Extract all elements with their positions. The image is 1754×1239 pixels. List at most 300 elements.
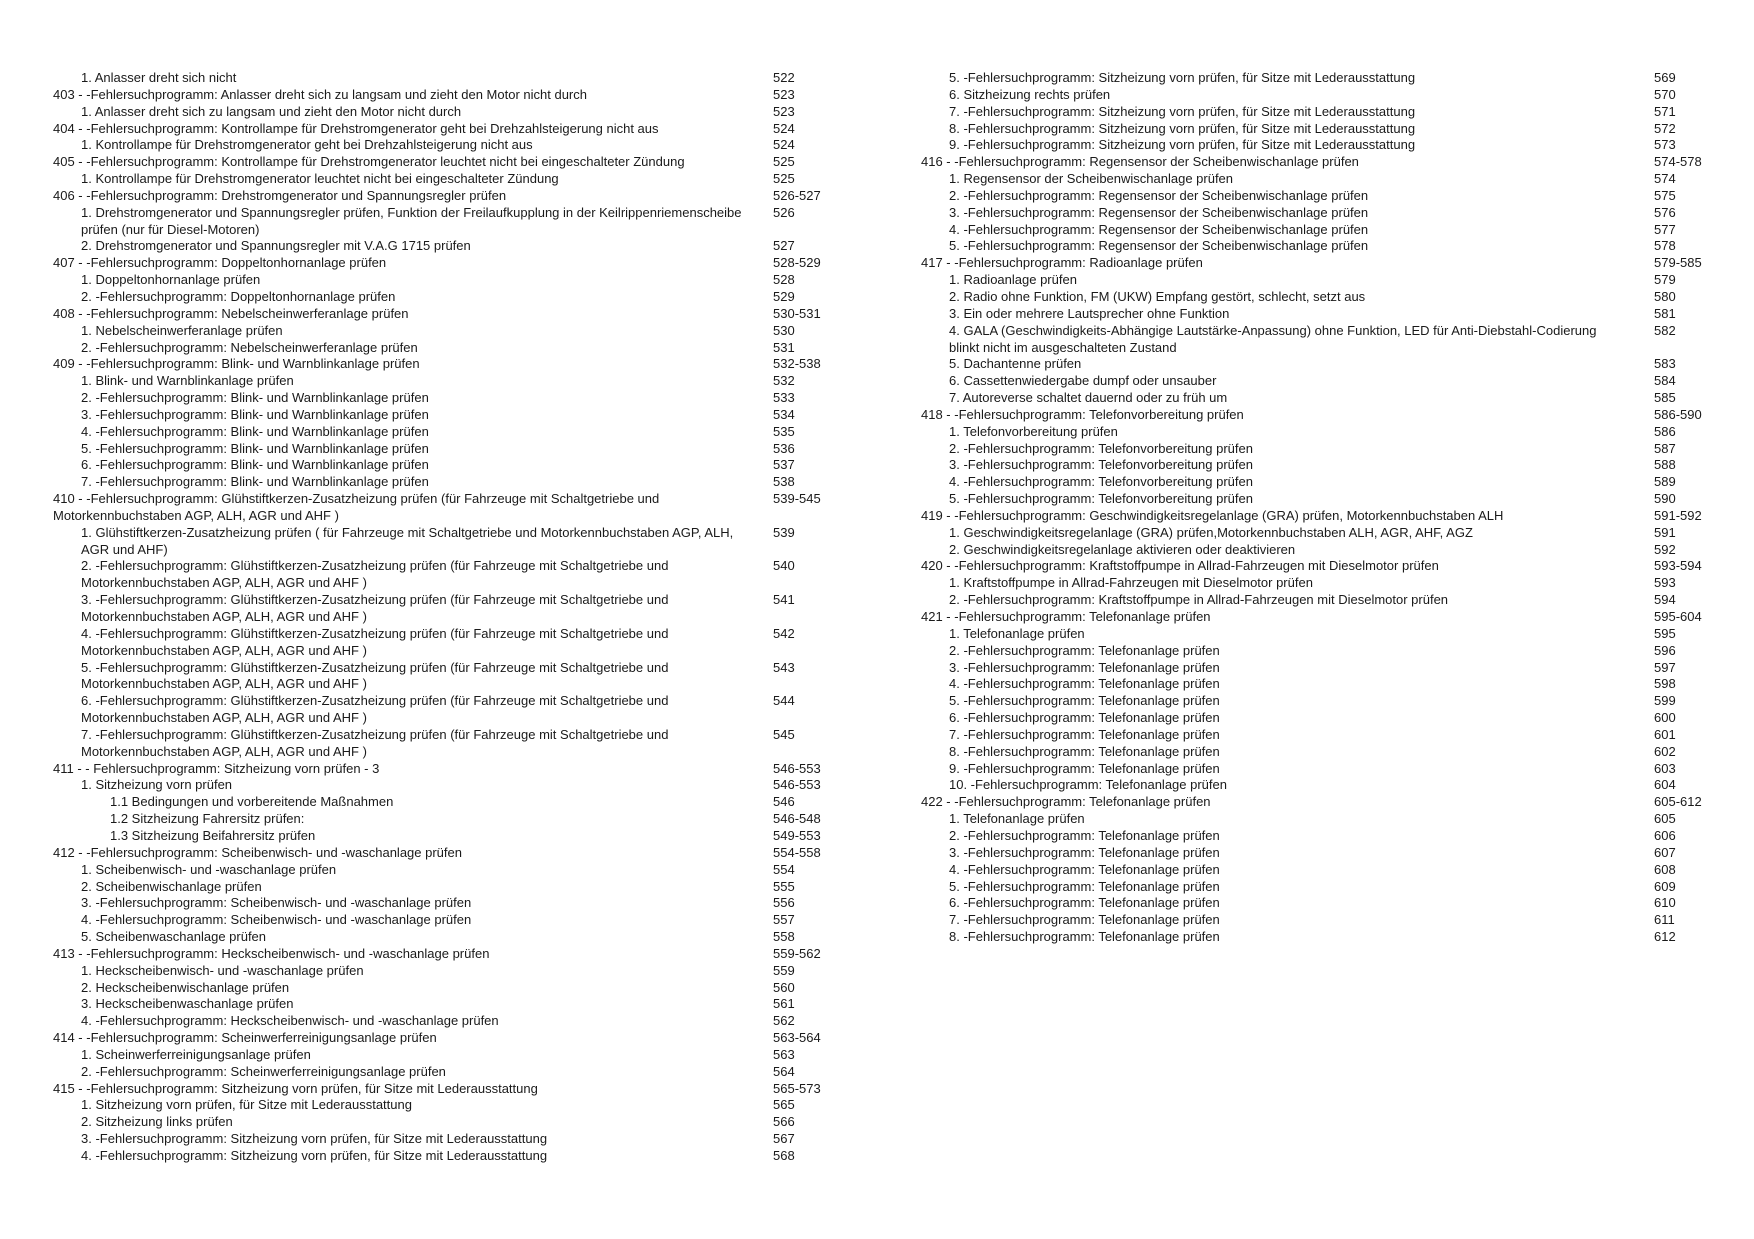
toc-entry-title: 1. Kraftstoffpumpe in Allrad-Fahrzeugen mit Dieselmotor prüfen: [949, 575, 1313, 591]
toc-page-number: 604: [1654, 777, 1676, 793]
toc-entry-title: 8. -Fehlersuchprogramm: Sitzheizung vorn prüfen, für Sitze mit Lederausstattung: [949, 120, 1416, 136]
toc-section-entry: [53, 390, 833, 407]
toc-page-number: 537: [773, 457, 795, 473]
toc-entry-title: 1. Scheinwerferreinigungsanlage prüfen: [81, 1046, 311, 1062]
toc-page-number: 603: [1654, 760, 1676, 776]
toc-section-entry: [921, 525, 1711, 542]
toc-page-number: 558: [773, 929, 795, 945]
toc-entry-title: 1. Doppeltonhornanlage prüfen: [81, 272, 261, 288]
toc-page-number: 584: [1654, 373, 1676, 389]
toc-page-number: 557: [773, 912, 795, 928]
toc-entry-title: 7. -Fehlersuchprogramm: Telefonanlage prüfen: [949, 726, 1220, 742]
toc-entry-title: 2. -Fehlersuchprogramm: Regensensor der Scheibenwischanlage prüfen: [949, 187, 1369, 203]
toc-entry-title: 6. Cassettenwiedergabe dumpf oder unsauber: [949, 373, 1217, 389]
toc-page-number: 590: [1654, 491, 1676, 507]
toc-entry-title: 5. Scheibenwaschanlage prüfen: [81, 929, 267, 945]
toc-subsection-entry: [53, 811, 833, 828]
toc-entry-title: 3. -Fehlersuchprogramm: Regensensor der Scheibenwischanlage prüfen: [949, 204, 1369, 220]
toc-page-number: 524: [773, 137, 795, 153]
toc-entry-title: 1. Sitzheizung vorn prüfen: [81, 777, 233, 793]
toc-section-entry: [921, 879, 1711, 896]
toc-chapter-entry: [53, 946, 833, 963]
toc-section-entry: [53, 289, 833, 306]
toc-section-entry: [53, 1013, 833, 1030]
toc-page-number: 532-538: [773, 356, 821, 372]
toc-page-number: 535: [773, 423, 795, 439]
toc-page-number: 606: [1654, 827, 1676, 843]
toc-entry-title: 3. -Fehlersuchprogramm: Telefonanlage prüfen: [949, 844, 1220, 860]
toc-chapter-entry: [53, 154, 833, 171]
toc-entry-title: 7. -Fehlersuchprogramm: Sitzheizung vorn prüfen, für Sitze mit Lederausstattung: [949, 103, 1416, 119]
toc-chapter-entry: [53, 188, 833, 205]
toc-page-number: 561: [773, 996, 795, 1012]
toc-entry-title: 3. Ein oder mehrere Lautsprecher ohne Funktion: [949, 305, 1230, 321]
toc-section-entry: [921, 306, 1711, 323]
toc-section-entry: [921, 491, 1711, 508]
toc-entry-title: 5. -Fehlersuchprogramm: Blink- und Warnblinkanlage prüfen: [81, 440, 429, 456]
toc-section-entry: [921, 205, 1711, 222]
toc-entry-title: 420 - -Fehlersuchprogramm: Kraftstoffpumpe in Allrad-Fahrzeugen mit Dieselmotor prüfen: [921, 558, 1439, 574]
toc-entry-title: 1. Radioanlage prüfen: [949, 272, 1077, 288]
toc-section-entry: [921, 592, 1711, 609]
toc-entry-title: 1. Telefonanlage prüfen: [949, 811, 1085, 827]
toc-page-number: 559-562: [773, 945, 821, 961]
toc-entry-title: 408 - -Fehlersuchprogramm: Nebelscheinwerferanlage prüfen: [53, 305, 409, 321]
toc-page-number: 580: [1654, 288, 1676, 304]
toc-page-number: 579-585: [1654, 255, 1702, 271]
toc-page-number: 609: [1654, 878, 1676, 894]
toc-entry-title: 1. Kontrollampe für Drehstromgenerator leuchtet nicht bei eingeschalteter Zündung: [81, 171, 559, 187]
toc-section-entry: [53, 1064, 833, 1081]
toc-entry-title: 1. Kontrollampe für Drehstromgenerator geht bei Drehzahlsteigerung nicht aus: [81, 137, 533, 153]
toc-chapter-entry: [53, 121, 833, 138]
toc-entry-title: 412 - -Fehlersuchprogramm: Scheibenwisch- und -waschanlage prüfen: [53, 844, 462, 860]
toc-entry-title: 1.1 Bedingungen und vorbereitende Maßnahmen: [110, 794, 394, 810]
toc-page-number: 531: [773, 339, 795, 355]
toc-section-entry: [921, 811, 1711, 828]
toc-entry-title: 4. -Fehlersuchprogramm: Scheibenwisch- und -waschanlage prüfen: [81, 912, 472, 928]
toc-chapter-entry: [921, 558, 1711, 575]
toc-entry-title: 414 - -Fehlersuchprogramm: Scheinwerferreinigungsanlage prüfen: [53, 1030, 437, 1046]
toc-page-number: 546-553: [773, 760, 821, 776]
toc-entry-title: 2. -Fehlersuchprogramm: Telefonanlage prüfen: [949, 827, 1220, 843]
toc-entry-title: 5. -Fehlersuchprogramm: Telefonvorbereitung prüfen: [949, 491, 1253, 507]
toc-entry-title: 1. Anlasser dreht sich nicht: [81, 70, 237, 85]
toc-section-entry: [921, 390, 1711, 407]
toc-page-number: 528: [773, 272, 795, 288]
toc-page-number: 610: [1654, 895, 1676, 911]
toc-page-number: 527: [773, 238, 795, 254]
toc-section-entry: [921, 542, 1711, 559]
toc-entry-title: 2. Drehstromgenerator und Spannungsregler mit V.A.G 1715 prüfen: [81, 238, 471, 254]
toc-page-number: 525: [773, 171, 795, 187]
toc-section-entry: [921, 222, 1711, 239]
toc-section-entry: [53, 424, 833, 441]
toc-page-number: 526-527: [773, 187, 821, 203]
toc-page-number: 577: [1654, 221, 1676, 237]
toc-entry-title: 4. -Fehlersuchprogramm: Telefonanlage prüfen: [949, 676, 1220, 692]
toc-entry-title: 2. -Fehlersuchprogramm: Scheinwerferreinigungsanlage prüfen: [81, 1063, 446, 1079]
toc-section-entry: [921, 104, 1711, 121]
toc-page-number: 598: [1654, 676, 1676, 692]
toc-page-number: 611: [1654, 912, 1675, 928]
toc-entry-title: 3. -Fehlersuchprogramm: Telefonvorbereitung prüfen: [949, 457, 1253, 473]
toc-page-number: 563-564: [773, 1030, 821, 1046]
toc-section-entry: [53, 457, 833, 474]
toc-page-number: 546-548: [773, 811, 821, 827]
toc-section-entry: [921, 238, 1711, 255]
toc-section-entry: [53, 1097, 833, 1114]
toc-page-number: 526: [773, 204, 795, 220]
toc-entry-title: 1.2 Sitzheizung Fahrersitz prüfen:: [110, 811, 305, 827]
toc-section-entry: [53, 660, 833, 694]
toc-page-number: 601: [1654, 726, 1676, 742]
toc-entry-title: 1. Telefonanlage prüfen: [949, 625, 1085, 641]
toc-entry-title: 2. -Fehlersuchprogramm: Glühstiftkerzen-Zusatzheizung prüfen (für Fahrzeuge mit Schaltgetriebe und Motorkennbuchstaben AGP, ALH, AGR und AHF ): [81, 558, 669, 591]
toc-section-entry: [921, 474, 1711, 491]
toc-chapter-entry: [53, 761, 833, 778]
toc-section-entry: [921, 121, 1711, 138]
toc-page-number: 539-545: [773, 491, 821, 507]
toc-page-number: 556: [773, 895, 795, 911]
toc-entry-title: 7. -Fehlersuchprogramm: Blink- und Warnblinkanlage prüfen: [81, 474, 429, 490]
toc-page-number: 536: [773, 440, 795, 456]
toc-section-entry: [53, 525, 833, 559]
toc-page-number: 565-573: [773, 1080, 821, 1096]
toc-page-number: 597: [1654, 659, 1676, 675]
toc-chapter-entry: [53, 845, 833, 862]
toc-section-entry: [921, 828, 1711, 845]
toc-section-entry: [921, 441, 1711, 458]
toc-entry-title: 1. Sitzheizung vorn prüfen, für Sitze mit Lederausstattung: [81, 1097, 412, 1113]
toc-section-entry: [921, 87, 1711, 104]
toc-chapter-entry: [921, 255, 1711, 272]
toc-page-number: 523: [773, 103, 795, 119]
toc-page-number: 574-578: [1654, 154, 1702, 170]
toc-entry-title: 2. Heckscheibenwischanlage prüfen: [81, 979, 290, 995]
toc-section-entry: [921, 744, 1711, 761]
toc-section-entry: [53, 104, 833, 121]
toc-section-entry: [53, 238, 833, 255]
toc-page-number: 599: [1654, 693, 1676, 709]
toc-entry-title: 4. -Fehlersuchprogramm: Regensensor der Scheibenwischanlage prüfen: [949, 221, 1369, 237]
toc-page-number: 554: [773, 861, 795, 877]
toc-page-number: 530-531: [773, 305, 821, 321]
toc-entry-title: 7. -Fehlersuchprogramm: Telefonanlage prüfen: [949, 912, 1220, 928]
toc-page-number: 589: [1654, 474, 1676, 490]
toc-entry-title: 410 - -Fehlersuchprogramm: Glühstiftkerzen-Zusatzheizung prüfen (für Fahrzeuge mit Schaltgetriebe und Motorkennbuchstaben AGP, ALH, AGR und AHF ): [53, 491, 660, 523]
toc-entry-title: 2. -Fehlersuchprogramm: Telefonvorbereitung prüfen: [949, 440, 1253, 456]
toc-section-entry: [53, 777, 833, 794]
toc-entry-title: 3. -Fehlersuchprogramm: Sitzheizung vorn prüfen, für Sitze mit Lederausstattung: [81, 1131, 548, 1147]
toc-entry-title: 1. Regensensor der Scheibenwischanlage prüfen: [949, 171, 1234, 187]
toc-entry-title: 1. Geschwindigkeitsregelanlage (GRA) prüfen,Motorkennbuchstaben ALH, AGR, AHF, AGZ: [949, 524, 1473, 540]
toc-page-number: 583: [1654, 356, 1676, 372]
toc-chapter-entry: [921, 508, 1711, 525]
toc-section-entry: [921, 929, 1711, 946]
toc-entry-title: 4. -Fehlersuchprogramm: Sitzheizung vorn prüfen, für Sitze mit Lederausstattung: [81, 1148, 548, 1163]
toc-entry-title: 9. -Fehlersuchprogramm: Telefonanlage prüfen: [949, 760, 1220, 776]
toc-section-entry: [921, 643, 1711, 660]
toc-entry-title: 4. -Fehlersuchprogramm: Telefonvorbereitung prüfen: [949, 474, 1253, 490]
toc-chapter-entry: [921, 794, 1711, 811]
toc-subsection-entry: [53, 828, 833, 845]
toc-page-number: 573: [1654, 137, 1676, 153]
toc-entry-title: 1. Telefonvorbereitung prüfen: [949, 423, 1118, 439]
toc-page-number: 588: [1654, 457, 1676, 473]
toc-section-entry: [53, 137, 833, 154]
toc-page-number: 585: [1654, 390, 1676, 406]
toc-entry-title: 10. -Fehlersuchprogramm: Telefonanlage prüfen: [949, 777, 1227, 793]
toc-page-number: 533: [773, 390, 795, 406]
toc-page-number: 591-592: [1654, 507, 1702, 523]
toc-page-number: 593-594: [1654, 558, 1702, 574]
toc-entry-title: 3. Heckscheibenwaschanlage prüfen: [81, 996, 294, 1012]
toc-section-entry: [53, 912, 833, 929]
toc-page-number: 544: [773, 693, 795, 709]
toc-entry-title: 2. Scheibenwischanlage prüfen: [81, 878, 262, 894]
toc-entry-title: 4. -Fehlersuchprogramm: Telefonanlage prüfen: [949, 861, 1220, 877]
toc-section-entry: [921, 693, 1711, 710]
toc-page-number: 569: [1654, 70, 1676, 85]
toc-page-number: 576: [1654, 204, 1676, 220]
toc-page-number: 543: [773, 659, 795, 675]
toc-entry-title: 1.3 Sitzheizung Beifahrersitz prüfen: [110, 827, 316, 843]
toc-entry-title: 1. Heckscheibenwisch- und -waschanlage prüfen: [81, 962, 364, 978]
toc-section-entry: [53, 895, 833, 912]
toc-page-number: 581: [1654, 305, 1676, 321]
toc-entry-title: 1. Anlasser dreht sich zu langsam und zieht den Motor nicht durch: [81, 103, 462, 119]
toc-entry-title: 1. Glühstiftkerzen-Zusatzheizung prüfen ( für Fahrzeuge mit Schaltgetriebe und Motorkennbuchstaben AGP, ALH, AGR und AHF): [81, 524, 734, 557]
toc-entry-title: 411 - - Fehlersuchprogramm: Sitzheizung vorn prüfen - 3: [53, 760, 380, 776]
toc-entry-title: 2. -Fehlersuchprogramm: Blink- und Warnblinkanlage prüfen: [81, 390, 429, 406]
toc-chapter-entry: [921, 154, 1711, 171]
toc-entry-title: 421 - -Fehlersuchprogramm: Telefonanlage prüfen: [921, 609, 1211, 624]
toc-page-number: 607: [1654, 844, 1676, 860]
toc-page-number: 571: [1654, 103, 1676, 119]
toc-entry-title: 422 - -Fehlersuchprogramm: Telefonanlage prüfen: [921, 794, 1211, 810]
toc-entry-title: 3. -Fehlersuchprogramm: Scheibenwisch- und -waschanlage prüfen: [81, 895, 472, 911]
toc-page-number: 524: [773, 120, 795, 136]
toc-page-number: 530: [773, 322, 795, 338]
toc-page-number: 575: [1654, 187, 1676, 203]
toc-section-entry: [921, 845, 1711, 862]
toc-section-entry: [921, 710, 1711, 727]
toc-page-number: 523: [773, 86, 795, 102]
toc-entry-title: 417 - -Fehlersuchprogramm: Radioanlage prüfen: [921, 255, 1203, 271]
toc-entry-title: 5. -Fehlersuchprogramm: Sitzheizung vorn prüfen, für Sitze mit Lederausstattung: [949, 70, 1416, 85]
toc-chapter-entry: [921, 609, 1711, 626]
toc-page-number: 567: [773, 1131, 795, 1147]
toc-page-number: 582: [1654, 322, 1676, 338]
toc-entry-title: 5. -Fehlersuchprogramm: Regensensor der Scheibenwischanlage prüfen: [949, 238, 1369, 254]
toc-entry-title: 404 - -Fehlersuchprogramm: Kontrollampe für Drehstromgenerator geht bei Drehzahlsteigerung nicht aus: [53, 120, 659, 136]
toc-section-entry: [921, 457, 1711, 474]
toc-page-number: 539: [773, 524, 795, 540]
toc-page-number: 578: [1654, 238, 1676, 254]
toc-entry-title: 2. Sitzheizung links prüfen: [81, 1114, 233, 1130]
toc-page-number: 605: [1654, 811, 1676, 827]
toc-page-number: 574: [1654, 171, 1676, 187]
toc-chapter-entry: [53, 491, 833, 525]
toc-page-number: 605-612: [1654, 794, 1702, 810]
toc-page-number: 562: [773, 1013, 795, 1029]
toc-entry-title: 4. -Fehlersuchprogramm: Glühstiftkerzen-Zusatzheizung prüfen (für Fahrzeuge mit Schaltgetriebe und Motorkennbuchstaben AGP, ALH, AGR und AHF ): [81, 625, 669, 658]
toc-entry-title: 1. Blink- und Warnblinkanlage prüfen: [81, 373, 294, 389]
toc-entry-title: 2. Radio ohne Funktion, FM (UKW) Empfang gestört, schlecht, setzt aus: [949, 288, 1366, 304]
toc-chapter-entry: [53, 306, 833, 323]
toc-entry-title: 1. Drehstromgenerator und Spannungsregler prüfen, Funktion der Freilaufkupplung in der Keilrippenriemenscheibe prüfen (nur für Diesel-Motoren): [81, 204, 742, 237]
toc-section-entry: [53, 693, 833, 727]
toc-section-entry: [53, 996, 833, 1013]
toc-page-number: 570: [1654, 86, 1676, 102]
toc-page-number: 579: [1654, 272, 1676, 288]
toc-page-number: 555: [773, 878, 795, 894]
toc-chapter-entry: [53, 356, 833, 373]
toc-section-entry: [921, 373, 1711, 390]
toc-section-entry: [53, 340, 833, 357]
toc-entry-title: 7. -Fehlersuchprogramm: Glühstiftkerzen-Zusatzheizung prüfen (für Fahrzeuge mit Schaltgetriebe und Motorkennbuchstaben AGP, ALH, AGR und AHF ): [81, 726, 669, 759]
toc-page-number: 595-604: [1654, 609, 1702, 624]
toc-entry-title: 5. -Fehlersuchprogramm: Telefonanlage prüfen: [949, 693, 1220, 709]
toc-page-number: 587: [1654, 440, 1676, 456]
toc-section-entry: [53, 727, 833, 761]
toc-page-number: 540: [773, 558, 795, 574]
toc-page-number: 563: [773, 1046, 795, 1062]
toc-entry-title: 416 - -Fehlersuchprogramm: Regensensor der Scheibenwischanlage prüfen: [921, 154, 1359, 170]
toc-page-number: 559: [773, 962, 795, 978]
toc-section-entry: [921, 424, 1711, 441]
toc-page-number: 532: [773, 373, 795, 389]
toc-entry-title: 2. Geschwindigkeitsregelanlage aktivieren oder deaktivieren: [949, 541, 1296, 557]
toc-entry-title: 7. Autoreverse schaltet dauernd oder zu früh um: [949, 390, 1228, 406]
toc-section-entry: [921, 188, 1711, 205]
toc-page-number: 592: [1654, 541, 1676, 557]
toc-section-entry: [53, 70, 833, 87]
toc-page-number: 566: [773, 1114, 795, 1130]
toc-page-number: 572: [1654, 120, 1676, 136]
toc-page-number: 560: [773, 979, 795, 995]
toc-section-entry: [53, 1148, 833, 1165]
toc-entry-title: 418 - -Fehlersuchprogramm: Telefonvorbereitung prüfen: [921, 406, 1244, 422]
toc-entry-title: 1. Scheibenwisch- und -waschanlage prüfen: [81, 861, 337, 877]
toc-section-entry: [921, 862, 1711, 879]
toc-section-entry: [921, 137, 1711, 154]
toc-entry-title: 1. Nebelscheinwerferanlage prüfen: [81, 322, 283, 338]
toc-page-number: 568: [773, 1148, 795, 1163]
toc-page-number: 565: [773, 1097, 795, 1113]
toc-page-number: 545: [773, 726, 795, 742]
toc-section-entry: [53, 1131, 833, 1148]
toc-entry-title: 8. -Fehlersuchprogramm: Telefonanlage prüfen: [949, 929, 1220, 945]
toc-section-entry: [53, 963, 833, 980]
toc-section-entry: [921, 912, 1711, 929]
toc-page-number: 595: [1654, 625, 1676, 641]
toc-page-number: 596: [1654, 642, 1676, 658]
toc-entry-title: 403 - -Fehlersuchprogramm: Anlasser dreht sich zu langsam und zieht den Motor nicht durch: [53, 86, 587, 102]
toc-page-number: 594: [1654, 592, 1676, 608]
toc-subsection-entry: [53, 794, 833, 811]
toc-entry-title: 3. -Fehlersuchprogramm: Blink- und Warnblinkanlage prüfen: [81, 406, 429, 422]
toc-section-entry: [921, 761, 1711, 778]
toc-section-entry: [53, 272, 833, 289]
toc-entry-title: 2. -Fehlersuchprogramm: Nebelscheinwerferanlage prüfen: [81, 339, 418, 355]
toc-section-entry: [53, 171, 833, 188]
toc-section-entry: [53, 862, 833, 879]
toc-entry-title: 5. -Fehlersuchprogramm: Telefonanlage prüfen: [949, 878, 1220, 894]
toc-entry-title: 409 - -Fehlersuchprogramm: Blink- und Warnblinkanlage prüfen: [53, 356, 420, 372]
toc-entry-title: 2. -Fehlersuchprogramm: Telefonanlage prüfen: [949, 642, 1220, 658]
toc-page-number: 586-590: [1654, 406, 1702, 422]
toc-page-number: 612: [1654, 929, 1676, 945]
toc-page-number: 602: [1654, 743, 1676, 759]
toc-page-number: 593: [1654, 575, 1676, 591]
toc-section-entry: [921, 727, 1711, 744]
toc-page-number: 546: [773, 794, 795, 810]
toc-section-entry: [53, 980, 833, 997]
toc-page-number: 538: [773, 474, 795, 490]
toc-chapter-entry: [53, 255, 833, 272]
toc-section-entry: [53, 323, 833, 340]
toc-page-number: 608: [1654, 861, 1676, 877]
toc-chapter-entry: [53, 1030, 833, 1047]
toc-entry-title: 4. -Fehlersuchprogramm: Blink- und Warnblinkanlage prüfen: [81, 423, 429, 439]
toc-section-entry: [53, 879, 833, 896]
toc-page-number: 591: [1654, 524, 1676, 540]
toc-page-number: 534: [773, 406, 795, 422]
toc-section-entry: [53, 626, 833, 660]
toc-page-number: 564: [773, 1063, 795, 1079]
toc-entry-title: 2. -Fehlersuchprogramm: Doppeltonhornanlage prüfen: [81, 288, 396, 304]
toc-page-number: 554-558: [773, 844, 821, 860]
toc-page-number: 529: [773, 288, 795, 304]
toc-entry-title: 415 - -Fehlersuchprogramm: Sitzheizung vorn prüfen, für Sitze mit Lederausstattung: [53, 1080, 538, 1096]
toc-entry-title: 9. -Fehlersuchprogramm: Sitzheizung vorn prüfen, für Sitze mit Lederausstattung: [949, 137, 1416, 153]
toc-entry-title: 6. Sitzheizung rechts prüfen: [949, 86, 1111, 102]
toc-section-entry: [921, 895, 1711, 912]
toc-section-entry: [53, 474, 833, 491]
toc-section-entry: [53, 205, 833, 239]
toc-page-number: 528-529: [773, 255, 821, 271]
toc-section-entry: [921, 70, 1711, 87]
toc-chapter-entry: [53, 87, 833, 104]
toc-section-entry: [921, 660, 1711, 677]
toc-section-entry: [53, 407, 833, 424]
toc-section-entry: [921, 323, 1711, 357]
toc-page-number: 542: [773, 625, 795, 641]
toc-section-entry: [921, 171, 1711, 188]
toc-section-entry: [921, 272, 1711, 289]
toc-section-entry: [53, 441, 833, 458]
toc-chapter-entry: [921, 407, 1711, 424]
toc-entry-title: 4. GALA (Geschwindigkeits-Abhängige Lautstärke-Anpassung) ohne Funktion, LED für Anti-Diebstahl-Codierung blinkt nicht im ausgeschalteten Zustand: [949, 322, 1597, 355]
toc-section-entry: [53, 373, 833, 390]
toc-page-number: 586: [1654, 423, 1676, 439]
toc-entry-title: 413 - -Fehlersuchprogramm: Heckscheibenwisch- und -waschanlage prüfen: [53, 945, 490, 961]
toc-section-entry: [921, 777, 1711, 794]
toc-page-number: 546-553: [773, 777, 821, 793]
toc-entry-title: 8. -Fehlersuchprogramm: Telefonanlage prüfen: [949, 743, 1220, 759]
toc-page-number: 522: [773, 70, 795, 85]
toc-section-entry: [53, 558, 833, 592]
toc-column-right: [921, 70, 1711, 946]
toc-section-entry: [921, 676, 1711, 693]
toc-section-entry: [921, 289, 1711, 306]
toc-section-entry: [921, 626, 1711, 643]
toc-page-number: 525: [773, 154, 795, 170]
toc-page-number: 600: [1654, 710, 1676, 726]
toc-entry-title: 6. -Fehlersuchprogramm: Blink- und Warnblinkanlage prüfen: [81, 457, 429, 473]
